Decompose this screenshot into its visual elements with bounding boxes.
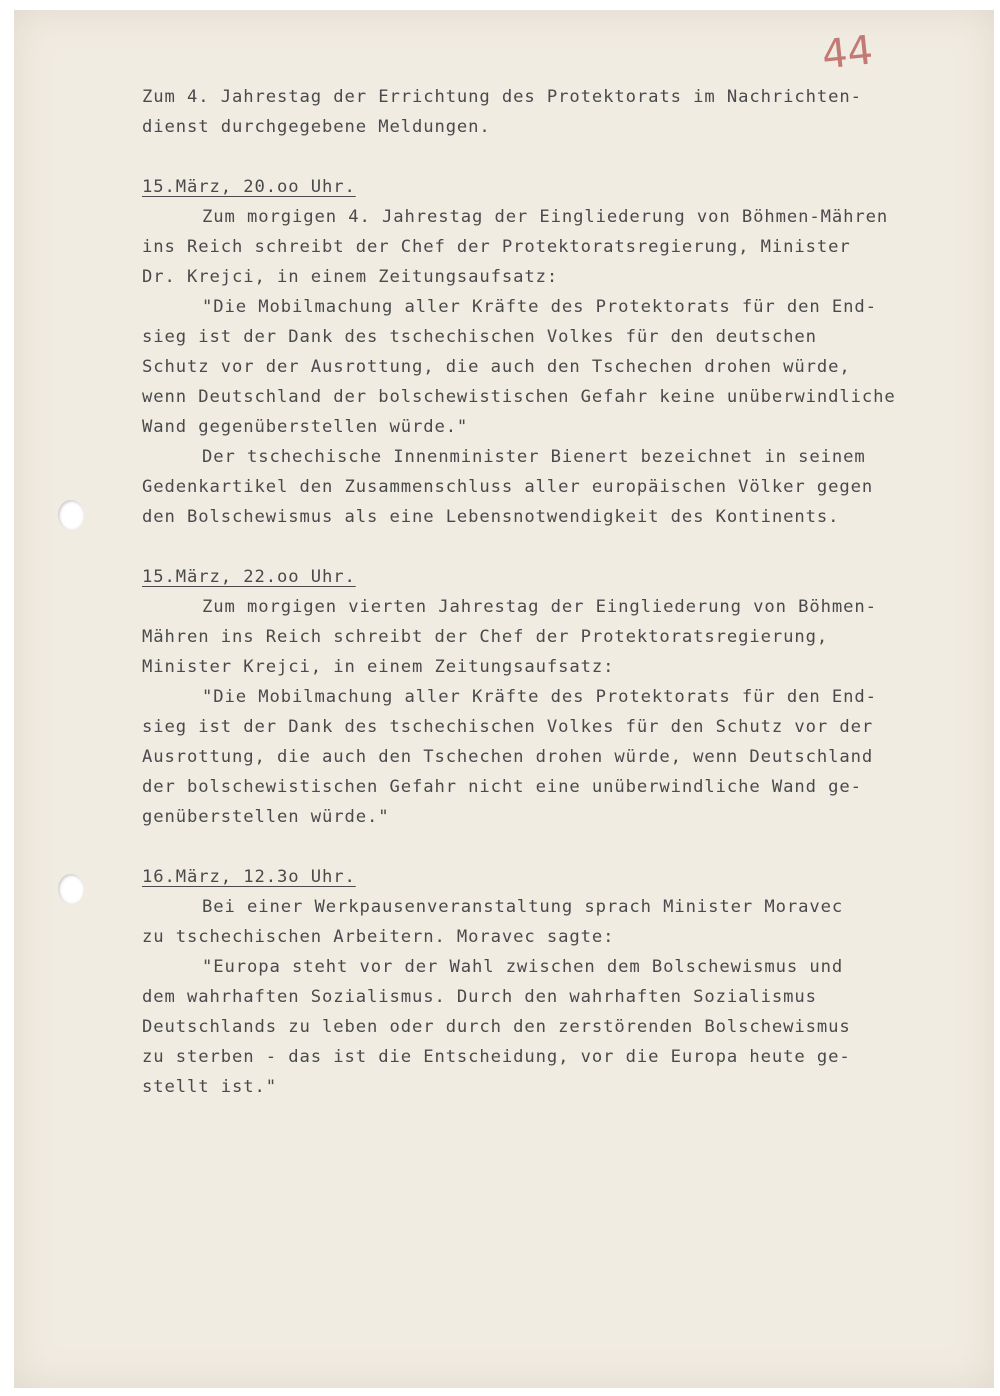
body-line: Bei einer Werkpausenveranstaltung sprach Minister Moravec <box>202 897 844 917</box>
body-line: Zum morgigen 4. Jahrestag der Eingliederung von Böhmen-Mähren <box>202 207 889 227</box>
body-line: sieg ist der Dank des tschechischen Volkes für den deutschen <box>142 327 817 347</box>
body-line: zu tschechischen Arbeitern. Moravec sagte: <box>142 927 615 947</box>
body-line: den Bolschewismus als eine Lebensnotwendigkeit des Kontinents. <box>142 507 840 527</box>
body-line: genüberstellen würde." <box>142 807 390 827</box>
body-line: Der tschechische Innenminister Bienert bezeichnet in seinem <box>202 447 866 467</box>
body-line: der bolschewistischen Gefahr nicht eine unüberwindliche Wand ge- <box>142 777 862 797</box>
body-line: Minister Krejci, in einem Zeitungsaufsatz: <box>142 657 615 677</box>
body-line: Zum morgigen vierten Jahrestag der Eingliederung von Böhmen- <box>202 597 877 617</box>
body-line: Mähren ins Reich schreibt der Chef der Protektoratsregierung, <box>142 627 829 647</box>
section-heading: 15.März, 20.oo Uhr. <box>142 177 356 197</box>
body-line: wenn Deutschland der bolschewistischen Gefahr keine unüberwindliche <box>142 387 896 407</box>
body-line: Gedenkartikel den Zusammenschluss aller europäischen Völker gegen <box>142 477 874 497</box>
body-line: "Europa steht vor der Wahl zwischen dem Bolschewismus und <box>202 957 844 977</box>
body-line: Dr. Krejci, in einem Zeitungsaufsatz: <box>142 267 559 287</box>
punch-hole <box>58 874 84 904</box>
body-line: dem wahrhaften Sozialismus. Durch den wahrhaften Sozialismus <box>142 987 817 1007</box>
typed-text <box>142 82 942 1102</box>
punch-hole <box>58 500 84 530</box>
section-heading: 16.März, 12.3o Uhr. <box>142 867 356 887</box>
body-line: stellt ist." <box>142 1077 277 1097</box>
body-line: zu sterben - das ist die Entscheidung, vor die Europa heute ge- <box>142 1047 851 1067</box>
body-line: Wand gegenüberstellen würde." <box>142 417 469 437</box>
body-line: sieg ist der Dank des tschechischen Volkes für den Schutz vor der <box>142 717 874 737</box>
body-line: Deutschlands zu leben oder durch den zerstörenden Bolschewismus <box>142 1017 851 1037</box>
body-line: "Die Mobilmachung aller Kräfte des Protektorats für den End- <box>202 687 877 707</box>
body-line: Ausrottung, die auch den Tschechen drohen würde, wenn Deutschland <box>142 747 874 767</box>
section-heading: 15.März, 22.oo Uhr. <box>142 567 356 587</box>
body-line: "Die Mobilmachung aller Kräfte des Protektorats für den End- <box>202 297 877 317</box>
body-line: Schutz vor der Ausrottung, die auch den Tschechen drohen würde, <box>142 357 851 377</box>
intro-line: Zum 4. Jahrestag der Errichtung des Protektorats im Nachrichten- <box>142 87 862 107</box>
intro-line: dienst durchgegebene Meldungen. <box>142 117 491 137</box>
body-line: ins Reich schreibt der Chef der Protektoratsregierung, Minister <box>142 237 851 257</box>
handwritten-page-number: 44 <box>819 27 876 79</box>
document-page <box>14 10 994 1388</box>
